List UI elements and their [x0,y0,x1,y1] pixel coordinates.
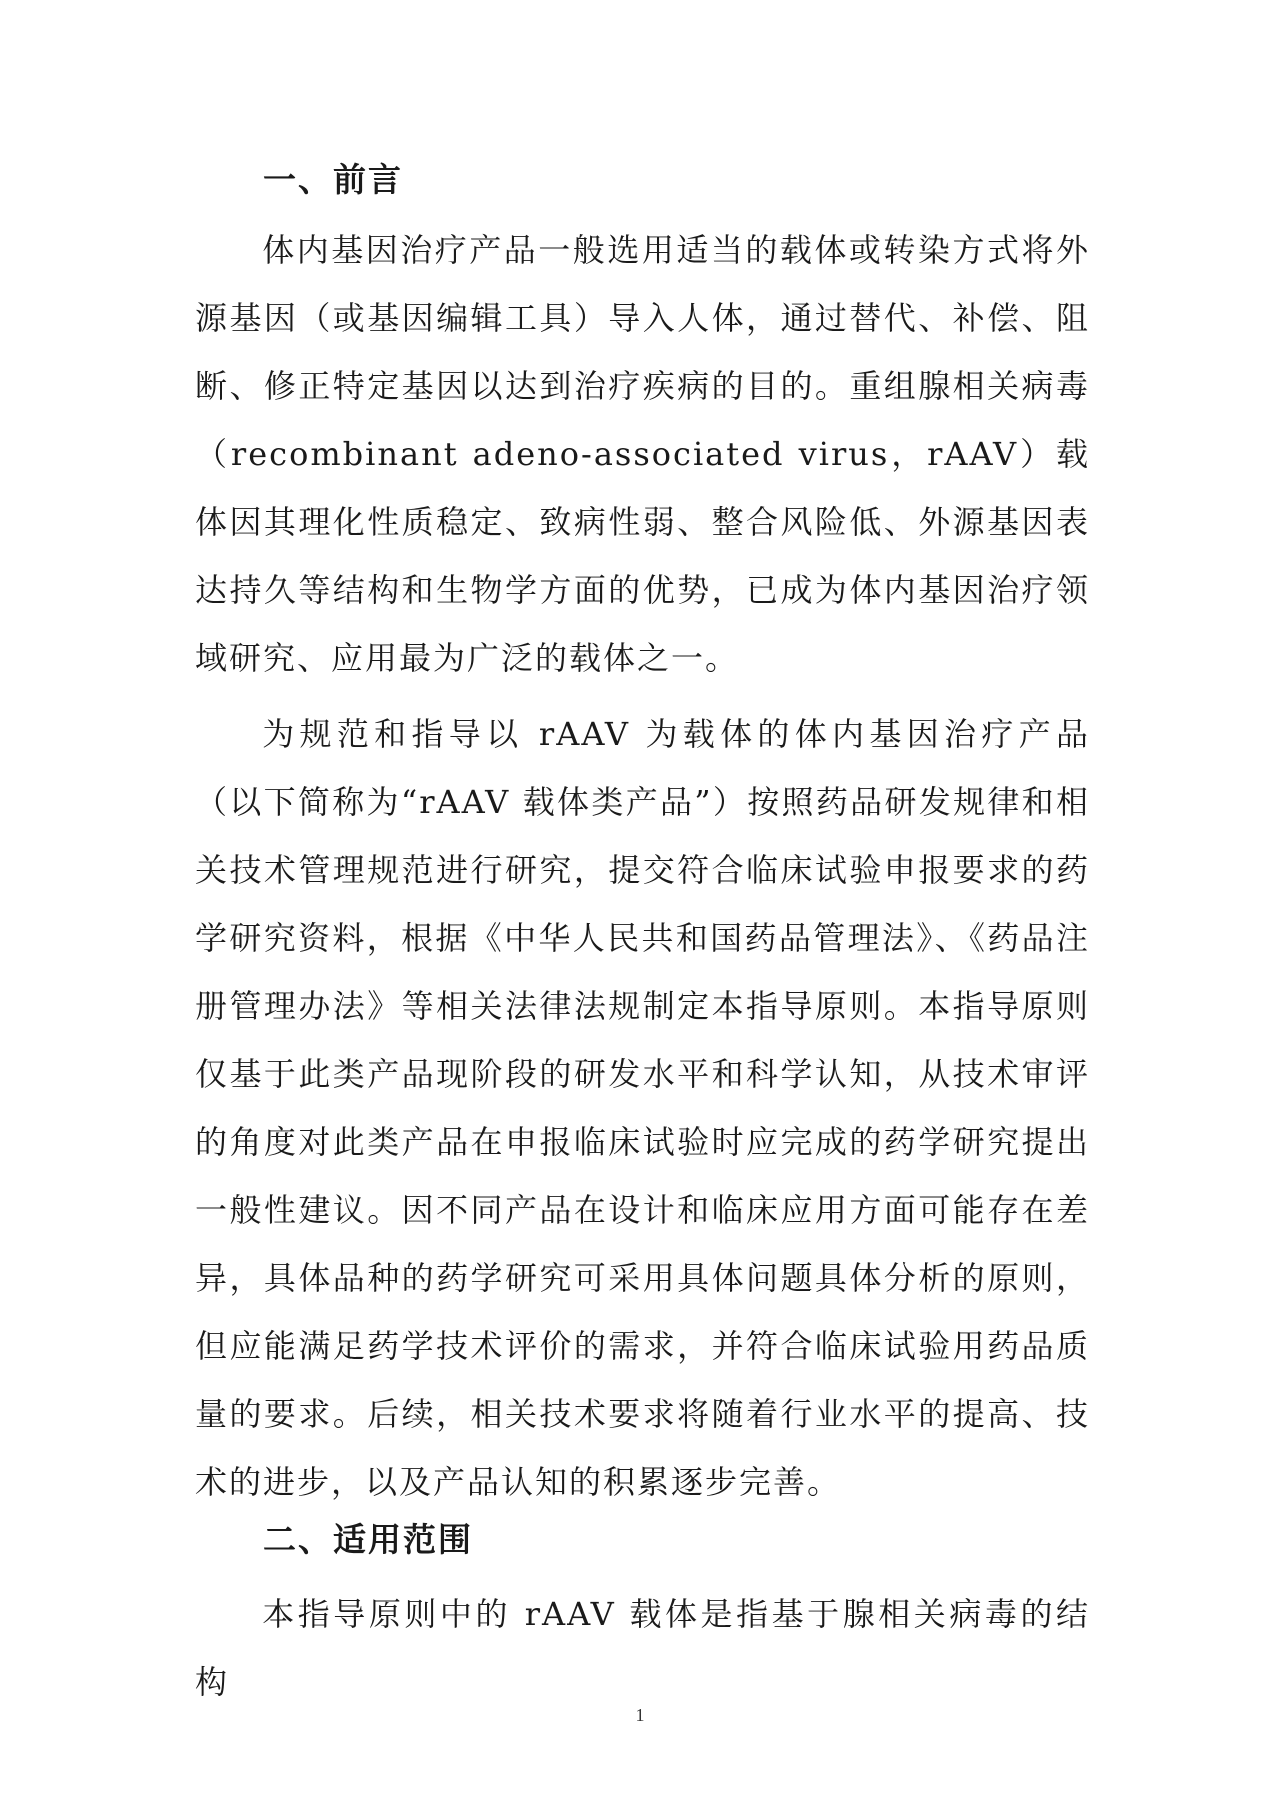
paragraph: 为规范和指导以 rAAV 为载体的体内基因治疗产品（以下简称为“rAAV 载体类产品”）按照药品研发规律和相关技术管理规范进行研究，提交符合临床试验申报要求的药学研究资料，根据《中华人民共和国药品管理法》、《药品注册管理办法》等相关法律法规制定本指导原则。本指导原则仅基于此类产品现阶段的研发水平和科学认知，从技术审评的角度对此类产品在申报临床试验时应完成的药学研究提出一般性建议。因不同产品在设计和临床应用方面可能存在差异，具体品种的药学研究可采用具体问题具体分析的原则，但应能满足药学技术评价的需求，并符合临床试验用药品质量的要求。后续，相关技术要求将随着行业水平的提高、技术的进步，以及产品认知的积累逐步完善。 [195,715,1090,1501]
document-body [195,160,1090,1716]
section-heading-preface: 一、前言 [263,160,403,199]
paragraph: 体内基因治疗产品一般选用适当的载体或转染方式将外源基因（或基因编辑工具）导入人体，通过替代、补偿、阻断、修正特定基因以达到治疗疾病的目的。重组腺相关病毒（recombinant adeno-associated virus，rAAV）载体因其理化性质稳定、致病性弱、整合风险低、外源基因表达持久等结构和生物学方面的优势，已成为体内基因治疗领域研究、应用最为广泛的载体之一。 [195,231,1090,677]
page-number: 1 [635,1705,645,1725]
section-heading-scope: 二、适用范围 [263,1520,473,1559]
paragraph: 本指导原则中的 rAAV 载体是指基于腺相关病毒的结构 [195,1595,1090,1701]
